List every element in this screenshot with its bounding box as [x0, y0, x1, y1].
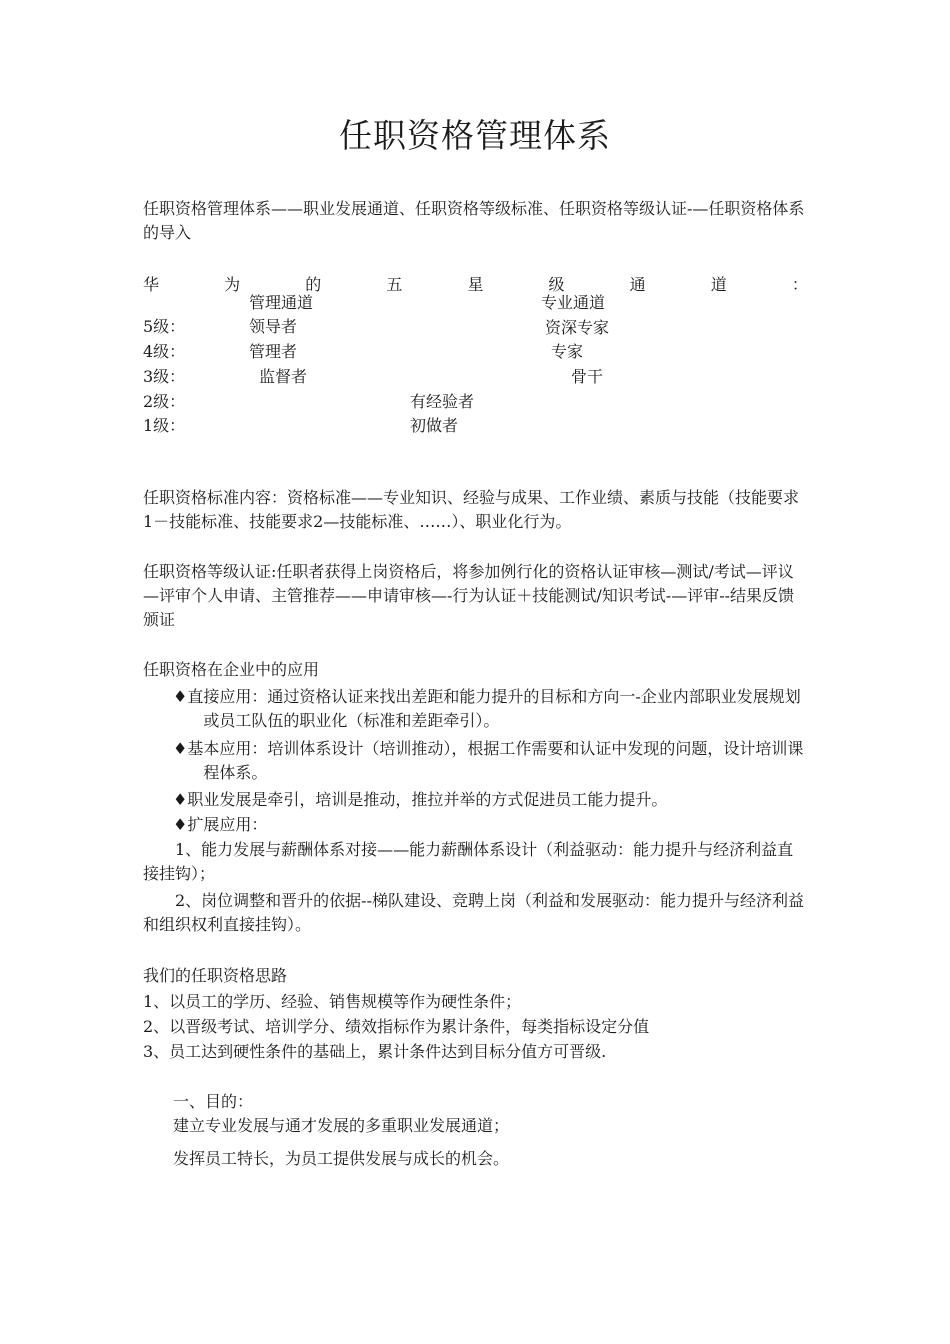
page-title: 任职资格管理体系 — [339, 116, 611, 155]
tier-management: 管理者 — [249, 342, 298, 361]
tier-title-char: 五 — [386, 275, 403, 294]
tier-management: 监督者 — [259, 367, 308, 386]
purpose-heading: 一、目的： — [173, 1092, 254, 1111]
tier-title-char: 道 — [710, 275, 727, 294]
bullet-extended-application: ♦扩展应用： — [173, 815, 268, 834]
tier-level: 3级： — [143, 367, 186, 386]
tier-title-char: 星 — [467, 275, 484, 294]
five-star-channel-title — [143, 274, 808, 296]
bullet-basic-application: ♦基本应用：培训体系设计（培训推动），根据工作需要和认证中发现的问题，设计培训课程体系。 — [173, 739, 804, 782]
purpose-line: 发挥员工特长，为员工提供发展与成长的机会。 — [173, 1149, 510, 1168]
tier-shared: 初做者 — [410, 416, 459, 435]
management-channel-header: 管理通道 — [249, 293, 314, 312]
purpose-line: 建立专业发展与通才发展的多重职业发展通道； — [173, 1116, 510, 1135]
bullet-career-development: ♦职业发展是牵引，培训是推动，推拉并举的方式促进员工能力提升。 — [173, 790, 668, 809]
tier-shared: 有经验者 — [410, 392, 475, 411]
application-heading: 任职资格在企业中的应用 — [143, 660, 320, 679]
tier-title-char: ： — [791, 275, 808, 294]
tier-title-char: 为 — [224, 275, 241, 294]
tier-level: 1级： — [143, 416, 186, 435]
tier-level: 2级： — [143, 392, 186, 411]
approach-item: 2、以晋级考试、培训学分、绩效指标作为累计条件，每类指标设定分值 — [143, 1017, 650, 1036]
tier-title-char: 级 — [548, 275, 565, 294]
approach-item: 1、以员工的学历、经验、销售规模等作为硬性条件； — [143, 992, 522, 1011]
standard-paragraph: 任职资格标准内容：资格标准——专业知识、经验与成果、工作业绩、素质与技能（技能要求1－技能标准、技能要求2—技能标准、……）、职业化行为。 — [143, 488, 800, 531]
tier-management: 领导者 — [249, 317, 298, 336]
intro-paragraph: 任职资格管理体系——职业发展通道、任职资格等级标准、任职资格等级认证-—任职资格体系的导入 — [143, 199, 805, 242]
approach-item: 3、员工达到硬性条件的基础上，累计条件达到目标分值方可晋级. — [143, 1042, 607, 1061]
tier-row-4 — [143, 340, 808, 364]
certification-paragraph: 任职资格等级认证:任职者获得上岗资格后，将参加例行化的资格认证审核—测试/考试—评议—评审个人申请、主管推荐——申请审核—-行为认证＋技能测试/知识考试-—评审--结果反馈颁证 — [143, 562, 795, 629]
tier-row-3 — [143, 365, 808, 389]
tier-level: 5级： — [143, 317, 186, 336]
tier-title-char: 通 — [629, 275, 646, 294]
approach-heading: 我们的任职资格思路 — [143, 966, 288, 985]
bullet-direct-application: ♦直接应用：通过资格认证来找出差距和能力提升的目标和方向一-企业内部职业发展规划或员工队伍的职业化（标准和差距牵引）。 — [173, 687, 801, 730]
professional-channel-header: 专业通道 — [541, 293, 606, 312]
tier-title-char: 的 — [305, 275, 322, 294]
tier-title-char: 华 — [143, 275, 160, 294]
tier-professional: 资深专家 — [545, 318, 610, 335]
tier-row-2 — [143, 390, 808, 414]
tier-row-5 — [143, 315, 808, 339]
extension-item-2: 2、岗位调整和晋升的依据--梯队建设、竞聘上岗（利益和发展驱动：能力提升与经济利益和组织权利直接挂钩）。 — [143, 891, 804, 934]
extension-item-1: 1、能力发展与薪酬体系对接——能力薪酬体系设计（利益驱动：能力提升与经济利益直接挂钩）； — [143, 840, 794, 883]
tier-professional: 骨干 — [571, 367, 604, 386]
tier-row-1 — [143, 414, 808, 438]
tier-level: 4级： — [143, 342, 186, 361]
tier-professional: 专家 — [551, 342, 584, 361]
